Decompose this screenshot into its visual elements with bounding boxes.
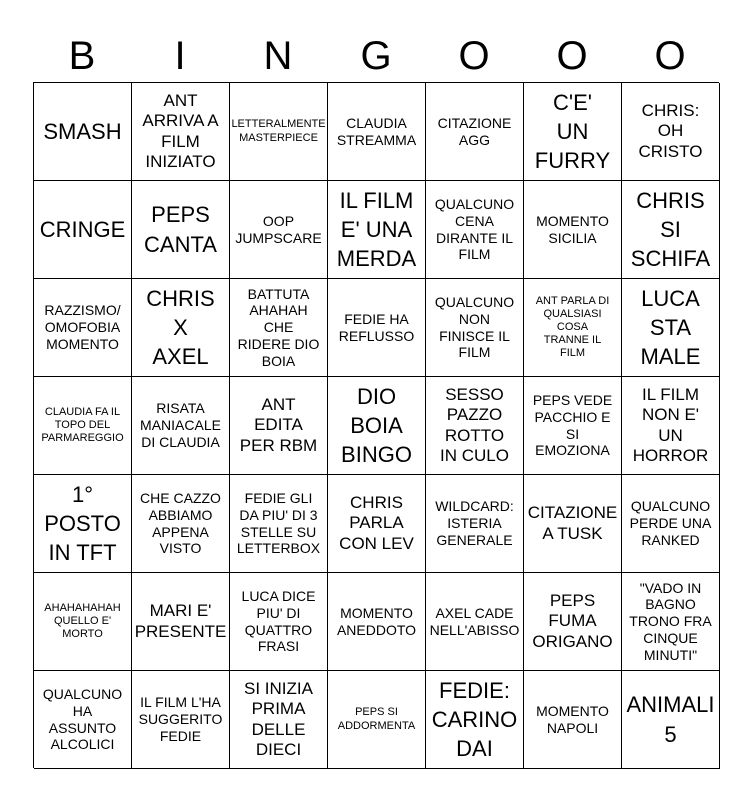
title-letter: O <box>654 33 686 78</box>
title-letter: B <box>68 33 96 78</box>
bingo-cell[interactable]: SI INIZIA PRIMA DELLE DIECI <box>230 671 328 769</box>
bingo-cell[interactable]: CITAZIONE A TUSK <box>524 475 622 573</box>
bingo-cell[interactable]: MARI E' PRESENTE <box>132 573 230 671</box>
bingo-cell[interactable]: PEPS CANTA <box>132 181 230 279</box>
bingo-cell[interactable]: LETTERALMENTE MASTERPIECE <box>230 83 328 181</box>
bingo-cell[interactable]: AHAHAHAHAH QUELLO E' MORTO <box>34 573 132 671</box>
bingo-cell[interactable]: CITAZIONE AGG <box>426 83 524 181</box>
bingo-cell[interactable]: FEDIE: CARINO DAI <box>426 671 524 769</box>
title-letter: N <box>263 33 293 78</box>
bingo-cell[interactable]: CLAUDIA STREAMMA <box>328 83 426 181</box>
bingo-cell[interactable]: BATTUTA AHAHAH CHE RIDERE DIO BOIA <box>230 279 328 377</box>
bingo-cell[interactable]: IL FILM E' UNA MERDA <box>328 181 426 279</box>
bingo-title <box>33 30 719 82</box>
bingo-cell[interactable]: CRINGE <box>34 181 132 279</box>
bingo-cell[interactable]: LUCA STA MALE <box>622 279 720 377</box>
bingo-cell[interactable]: ANT PARLA DI QUALSIASI COSA TRANNE IL FILM <box>524 279 622 377</box>
bingo-cell[interactable]: FEDIE HA REFLUSSO <box>328 279 426 377</box>
bingo-cell[interactable]: MOMENTO NAPOLI <box>524 671 622 769</box>
bingo-cell[interactable]: QUALCUNO PERDE UNA RANKED <box>622 475 720 573</box>
bingo-cell[interactable]: AXEL CADE NELL'ABISSO <box>426 573 524 671</box>
bingo-cell[interactable]: ANT EDITA PER RBM <box>230 377 328 475</box>
bingo-cell[interactable]: ANIMALI 5 <box>622 671 720 769</box>
bingo-cell[interactable]: "VADO IN BAGNO TRONO FRA CINQUE MINUTI" <box>622 573 720 671</box>
bingo-cell[interactable]: QUALCUNO CENA DIRANTE IL FILM <box>426 181 524 279</box>
title-letter: G <box>360 33 392 78</box>
bingo-cell[interactable]: PEPS FUMA ORIGANO <box>524 573 622 671</box>
bingo-cell[interactable]: RISATA MANIACALE DI CLAUDIA <box>132 377 230 475</box>
bingo-cell[interactable]: IL FILM L'HA SUGGERITO FEDIE <box>132 671 230 769</box>
bingo-cell[interactable]: QUALCUNO HA ASSUNTO ALCOLICI <box>34 671 132 769</box>
bingo-cell[interactable]: SESSO PAZZO ROTTO IN CULO <box>426 377 524 475</box>
bingo-cell[interactable]: ANT ARRIVA A FILM INIZIATO <box>132 83 230 181</box>
bingo-cell[interactable]: SMASH <box>34 83 132 181</box>
bingo-cell[interactable]: MOMENTO ANEDDOTO <box>328 573 426 671</box>
bingo-grid <box>33 82 719 768</box>
bingo-cell[interactable]: OOP JUMPSCARE <box>230 181 328 279</box>
bingo-cell[interactable]: WILDCARD: ISTERIA GENERALE <box>426 475 524 573</box>
bingo-cell[interactable]: PEPS SI ADDORMENTA <box>328 671 426 769</box>
bingo-cell[interactable]: MOMENTO SICILIA <box>524 181 622 279</box>
bingo-cell[interactable]: C'E' UN FURRY <box>524 83 622 181</box>
bingo-cell[interactable]: CHRIS: OH CRISTO <box>622 83 720 181</box>
bingo-cell[interactable]: LUCA DICE PIU' DI QUATTRO FRASI <box>230 573 328 671</box>
bingo-cell[interactable]: IL FILM NON E' UN HORROR <box>622 377 720 475</box>
bingo-cell[interactable]: QUALCUNO NON FINISCE IL FILM <box>426 279 524 377</box>
bingo-cell[interactable]: DIO BOIA BINGO <box>328 377 426 475</box>
title-letter: O <box>556 33 588 78</box>
bingo-cell[interactable]: CHRIS SI SCHIFA <box>622 181 720 279</box>
bingo-cell[interactable]: CLAUDIA FA IL TOPO DEL PARMAREGGIO <box>34 377 132 475</box>
bingo-cell[interactable]: CHRIS PARLA CON LEV <box>328 475 426 573</box>
bingo-cell[interactable]: FEDIE GLI DA PIU' DI 3 STELLE SU LETTERBOX <box>230 475 328 573</box>
title-letter: I <box>174 33 186 78</box>
bingo-cell[interactable]: CHRIS X AXEL <box>132 279 230 377</box>
title-letter: O <box>458 33 490 78</box>
bingo-cell[interactable]: 1° POSTO IN TFT <box>34 475 132 573</box>
bingo-cell[interactable]: RAZZISMO/ OMOFOBIA MOMENTO <box>34 279 132 377</box>
bingo-cell[interactable]: CHE CAZZO ABBIAMO APPENA VISTO <box>132 475 230 573</box>
bingo-cell[interactable]: PEPS VEDE PACCHIO E SI EMOZIONA <box>524 377 622 475</box>
